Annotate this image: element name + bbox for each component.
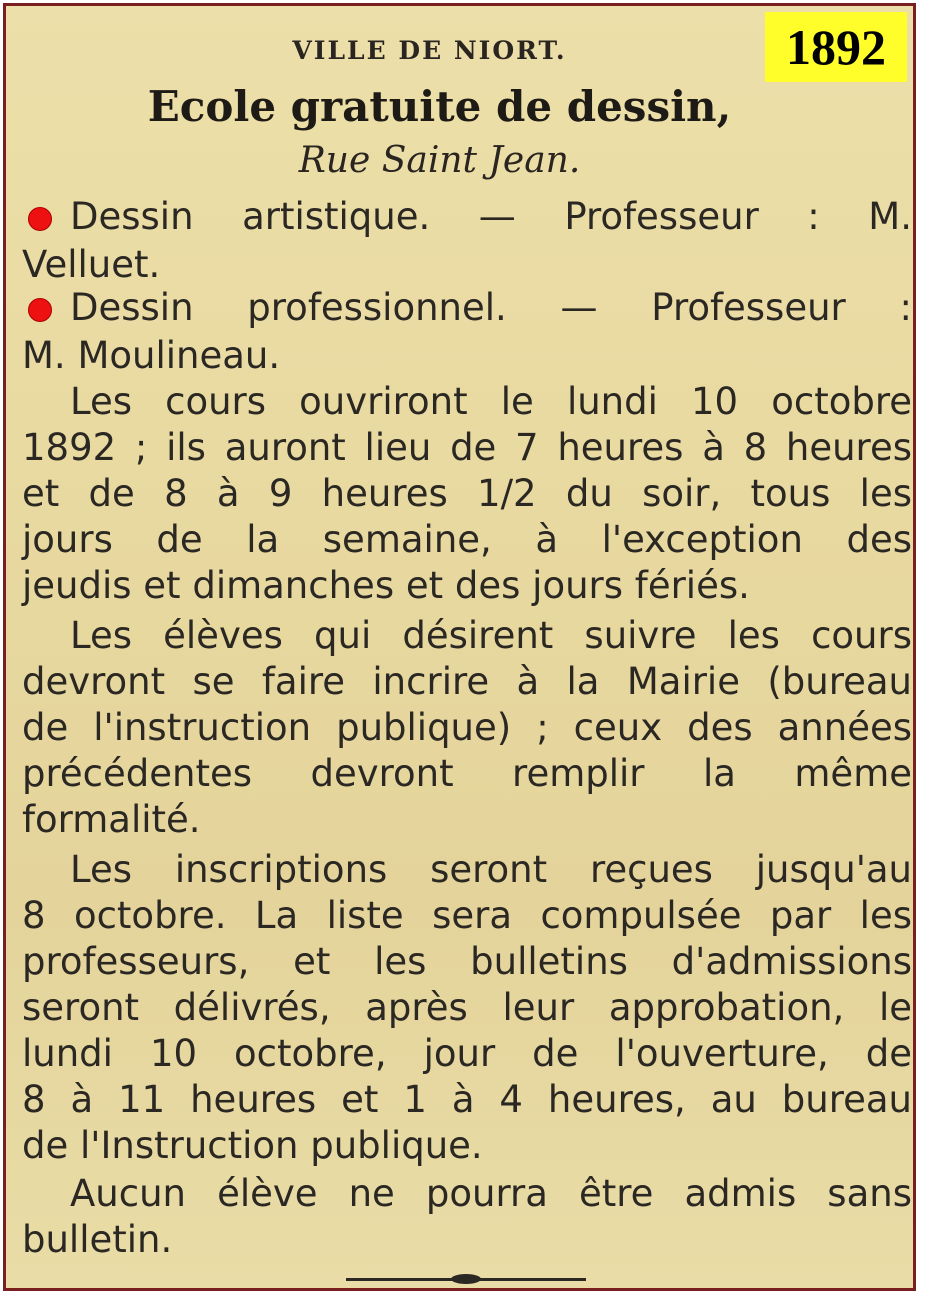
text-line: seront délivrés, après leur approbation, le <box>22 986 912 1029</box>
closing-rule <box>346 1278 586 1281</box>
text-line: 8 octobre. La liste sera compulsée par les <box>22 894 912 937</box>
bullet-dot-icon <box>28 207 52 231</box>
text-line: Dessin artistique. — Professeur : M. <box>70 195 912 238</box>
text-line: de l'Instruction publique. <box>22 1124 483 1167</box>
text-line: Les inscriptions seront reçues jusqu'au <box>70 848 912 891</box>
text-line: Dessin professionnel. — Professeur : <box>70 286 912 329</box>
text-line: formalité. <box>22 798 201 841</box>
school-title: Ecole gratuite de dessin, <box>147 82 732 131</box>
text-line: Velluet. <box>22 243 161 286</box>
text-line: précédentes devront remplir la même <box>22 752 912 795</box>
town-heading: VILLE DE NIORT. <box>292 36 567 65</box>
text-line: bulletin. <box>22 1218 173 1261</box>
bullet-dot-icon <box>28 298 52 322</box>
street-subtitle: Rue Saint Jean. <box>298 140 581 181</box>
text-line: Aucun élève ne pourra être admis sans <box>70 1172 912 1215</box>
year-badge: 1892 <box>765 12 907 82</box>
text-line: jours de la semaine, à l'exception des <box>22 518 912 561</box>
text-line: lundi 10 octobre, jour de l'ouverture, de <box>22 1032 912 1075</box>
text-line: devront se faire incrire à la Mairie (bureau <box>22 660 912 703</box>
text-line: professeurs, et les bulletins d'admissions <box>22 940 912 983</box>
newspaper-clipping <box>3 3 916 1291</box>
text-line: 8 à 11 heures et 1 à 4 heures, au bureau <box>22 1078 912 1121</box>
text-line: et de 8 à 9 heures 1/2 du soir, tous les <box>22 472 912 515</box>
text-line: 1892 ; ils auront lieu de 7 heures à 8 heures <box>22 426 912 469</box>
text-line: de l'instruction publique) ; ceux des années <box>22 706 912 749</box>
text-line: jeudis et dimanches et des jours fériés. <box>22 564 750 607</box>
text-line: Les cours ouvriront le lundi 10 octobre <box>70 380 912 423</box>
text-line: M. Moulineau. <box>22 334 281 377</box>
text-line: Les élèves qui désirent suivre les cours <box>70 614 912 657</box>
